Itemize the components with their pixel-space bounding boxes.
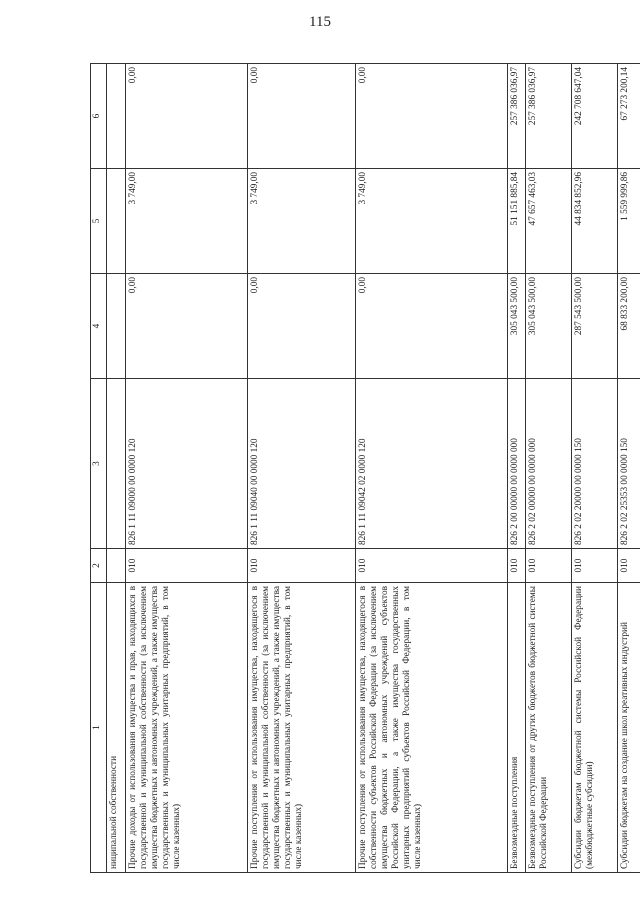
row-kbk: 826 2 02 00000 00 0000 000 (526, 379, 572, 549)
continuation-row (107, 64, 125, 873)
row-fact: 3 749,00 (355, 169, 507, 274)
row-name: Безвозмездные поступления от других бюджетов бюджетной системы Российской Федерации (526, 583, 572, 873)
row-plan: 305 043 500,00 (507, 274, 525, 379)
table-row (355, 64, 507, 873)
table-row (618, 64, 640, 873)
row-fact: 3 749,00 (125, 169, 248, 274)
row-name: Субсидии бюджетам на создание школ креативных индустрий (618, 583, 640, 873)
row-remainder: 257 386 036,97 (526, 64, 572, 169)
empty-cell (107, 169, 125, 274)
row-plan: 0,00 (355, 274, 507, 379)
row-kbk: 826 1 11 09040 00 0000 120 (248, 379, 355, 549)
table-header-row (91, 64, 107, 873)
row-remainder: 0,00 (355, 64, 507, 169)
row-plan: 305 043 500,00 (526, 274, 572, 379)
row-plan: 0,00 (248, 274, 355, 379)
row-code: 010 (526, 549, 572, 583)
row-code: 010 (572, 549, 618, 583)
row-name: Субсидии бюджетам бюджетной системы Российской Федерации (межбюджетные субсидии) (572, 583, 618, 873)
row-name: Прочие доходы от использования имущества и прав, находящихся в государственной и муниципальной собственности (за исключением имущества бюджетных и автономных учреждений, а также имущества государственных и муниципальных унитарных предприятий, в том числе казенных) (125, 583, 248, 873)
rotated-table-wrapper (90, 63, 640, 873)
row-code: 010 (355, 549, 507, 583)
row-remainder: 67 273 200,14 (618, 64, 640, 169)
row-plan: 68 833 200,00 (618, 274, 640, 379)
row-remainder: 257 386 036,97 (507, 64, 525, 169)
header-cell-4: 4 (91, 274, 107, 379)
row-code: 010 (248, 549, 355, 583)
table-row (125, 64, 248, 873)
row-kbk: 826 1 11 09000 00 0000 120 (125, 379, 248, 549)
header-cell-5: 5 (91, 169, 107, 274)
row-remainder: 0,00 (248, 64, 355, 169)
page-number: 115 (309, 14, 331, 30)
row-code: 010 (507, 549, 525, 583)
row-name: Прочие поступления от использования имущества, находящегося в собственности субъектов Российской Федерации (за исключением имущества бюджетных и автономных учреждений субъектов Российской Федерации, а также имущества государственных унитарных предприятий субъектов Российской Федерации, в том числе казенных) (355, 583, 507, 873)
row-remainder: 0,00 (125, 64, 248, 169)
header-cell-3: 3 (91, 379, 107, 549)
row-kbk: 826 2 00 00000 00 0000 000 (507, 379, 525, 549)
empty-cell (107, 549, 125, 583)
header-cell-2: 2 (91, 549, 107, 583)
row-fact: 51 151 885,84 (507, 169, 525, 274)
row-kbk: 826 2 02 20000 00 0000 150 (572, 379, 618, 549)
row-kbk: 826 2 02 25353 00 0000 150 (618, 379, 640, 549)
row-code: 010 (125, 549, 248, 583)
row-fact: 44 834 852,96 (572, 169, 618, 274)
budget-revenue-table (90, 63, 640, 873)
table-row (526, 64, 572, 873)
table-row (572, 64, 618, 873)
empty-cell (107, 379, 125, 549)
table-row (248, 64, 355, 873)
row-remainder: 242 708 647,04 (572, 64, 618, 169)
header-cell-6: 6 (91, 64, 107, 169)
row-plan: 287 543 500,00 (572, 274, 618, 379)
empty-cell (107, 64, 125, 169)
row-fact: 1 559 999,86 (618, 169, 640, 274)
row-plan: 0,00 (125, 274, 248, 379)
row-name: Прочие поступления от использования имущества, находящегося в государственной и муниципальной собственности (за исключением имущества бюджетных и автономных учреждений, а также имущества государственных и муниципальных унитарных предприятий, в том числе казенных) (248, 583, 355, 873)
row-fact: 47 657 463,03 (526, 169, 572, 274)
row-name: Безвозмездные поступления (507, 583, 525, 873)
header-cell-1: 1 (91, 583, 107, 873)
table-row (507, 64, 525, 873)
empty-cell (107, 274, 125, 379)
row-fact: 3 749,00 (248, 169, 355, 274)
continuation-text: ниципальной собственности (107, 583, 125, 873)
row-code: 010 (618, 549, 640, 583)
row-kbk: 826 1 11 09042 02 0000 120 (355, 379, 507, 549)
